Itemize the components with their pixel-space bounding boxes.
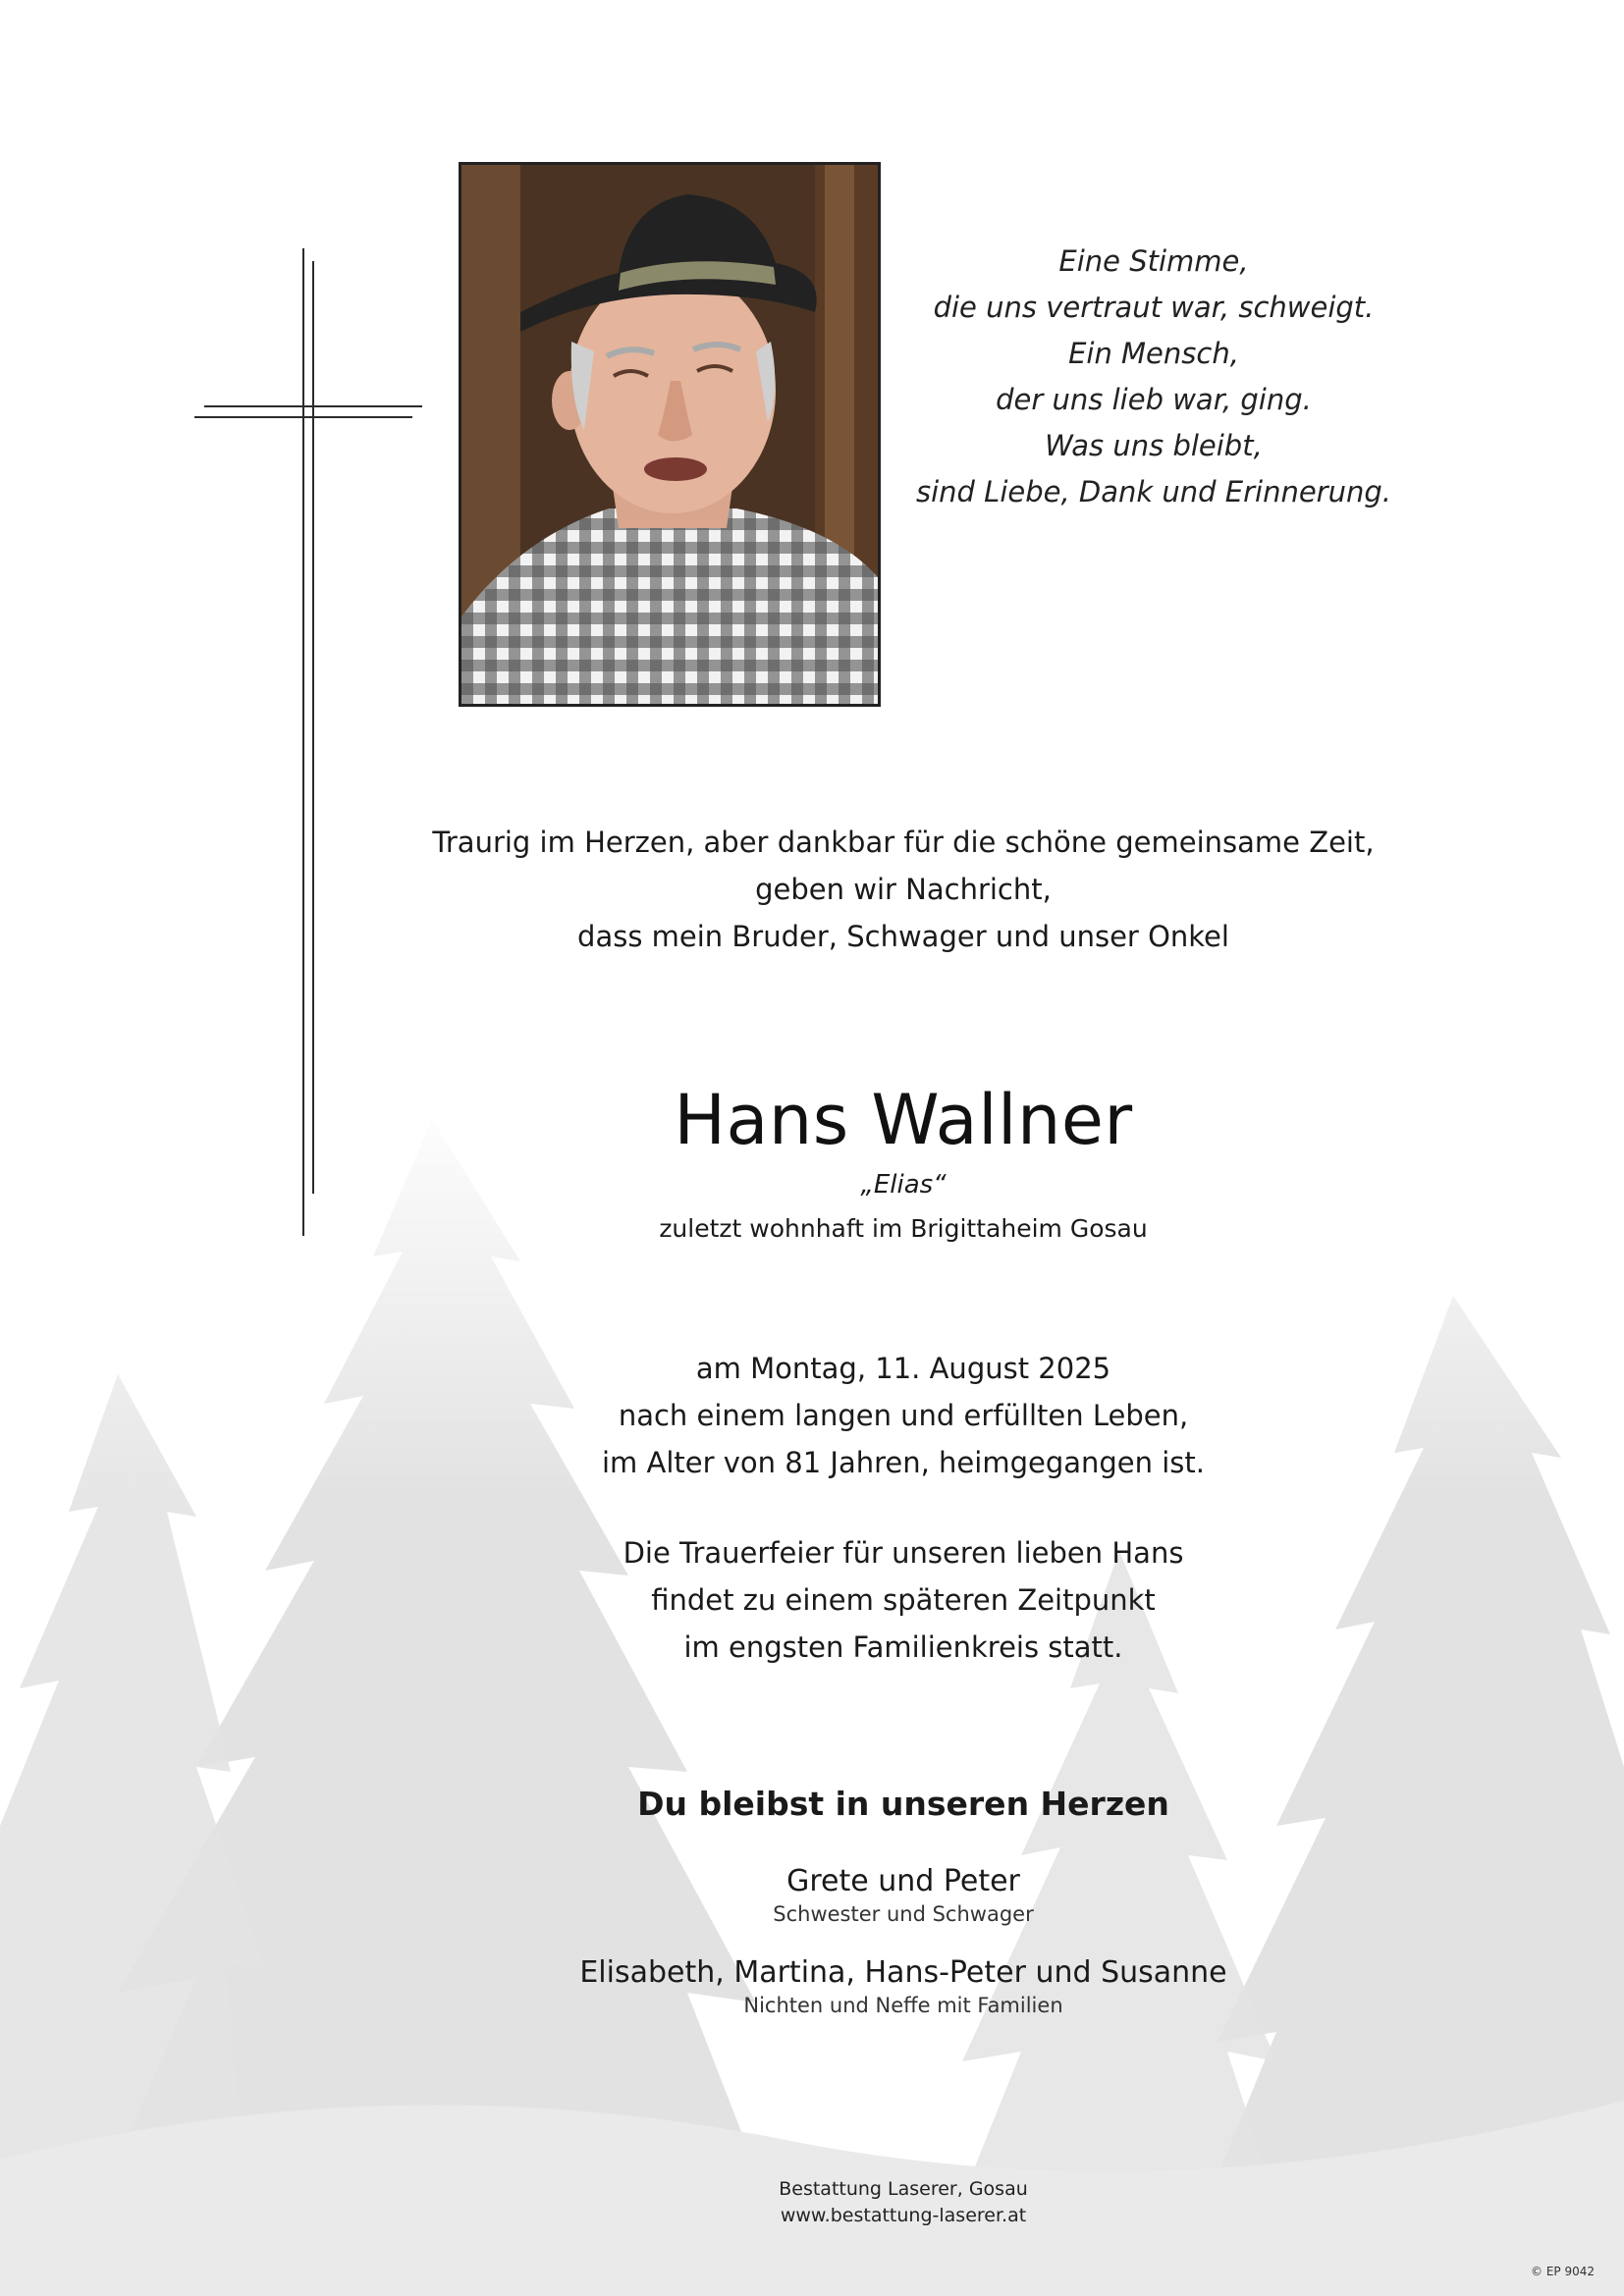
ceremony-line: findet zu einem späteren Zeitpunkt — [651, 1583, 1156, 1617]
mourner-group — [314, 1862, 1492, 1927]
ceremony-line: im engsten Familienkreis statt. — [683, 1630, 1123, 1664]
deceased-name: Hans Wallner — [674, 1080, 1133, 1160]
portrait-photo — [459, 162, 881, 707]
poem-line: die uns vertraut war, schweigt. — [933, 291, 1375, 324]
intro-text — [314, 819, 1492, 960]
poem-line: Was uns bleibt, — [1045, 429, 1263, 462]
deceased-residence: zuletzt wohnhaft im Brigittaheim Gosau — [659, 1214, 1148, 1243]
cross-horizontal-line — [194, 416, 412, 418]
funeral-home-footer — [314, 2176, 1492, 2229]
tree-watermark-image — [0, 1080, 1624, 2296]
poem-line: Eine Stimme, — [1058, 244, 1249, 278]
cross-horizontal-line — [204, 405, 422, 407]
mourner-names: Elisabeth, Martina, Hans-Peter und Susanne — [579, 1955, 1227, 1990]
poem-line: der uns lieb war, ging. — [996, 383, 1312, 416]
mourner-relation: Schwester und Schwager — [773, 1902, 1034, 1926]
print-code: © EP 9042 — [1531, 2265, 1595, 2278]
funeral-home-website[interactable]: www.bestattung-laserer.at — [780, 2205, 1027, 2226]
funeral-home-name: Bestattung Laserer, Gosau — [779, 2178, 1028, 2200]
closing-heading: Du bleibst in unseren Herzen — [637, 1785, 1169, 1823]
poem — [884, 239, 1424, 515]
deceased-nickname: „Elias“ — [860, 1170, 947, 1200]
cross-vertical-line — [302, 248, 304, 1236]
intro-line: dass mein Bruder, Schwager und unser Onkel — [577, 920, 1229, 953]
ceremony-notice — [314, 1529, 1492, 1671]
intro-line: Traurig im Herzen, aber dankbar für die schöne gemeinsame Zeit, — [432, 826, 1375, 859]
death-line: nach einem langen und erfüllten Leben, — [618, 1399, 1189, 1432]
poem-line: sind Liebe, Dank und Erinnerung. — [915, 475, 1391, 508]
ceremony-line: Die Trauerfeier für unseren lieben Hans — [623, 1536, 1184, 1570]
mourner-relation: Nichten und Neffe mit Familien — [743, 1994, 1063, 2017]
death-line: im Alter von 81 Jahren, heimgegangen ist. — [602, 1446, 1205, 1479]
death-line: am Montag, 11. August 2025 — [695, 1352, 1111, 1385]
mourner-names: Grete und Peter — [786, 1864, 1020, 1898]
death-notice — [314, 1345, 1492, 1486]
mourner-group — [314, 1953, 1492, 2018]
poem-line: Ein Mensch, — [1068, 337, 1239, 370]
cross-vertical-line — [312, 261, 314, 1194]
intro-line: geben wir Nachricht, — [755, 873, 1052, 906]
